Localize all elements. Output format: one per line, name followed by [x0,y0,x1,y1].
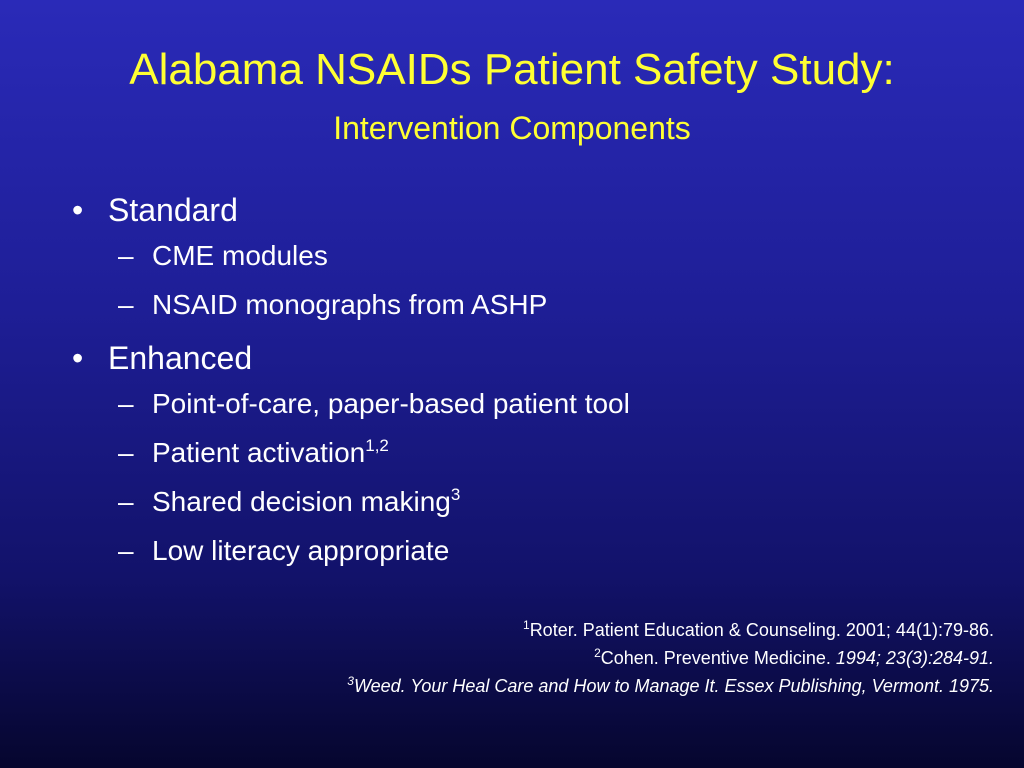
bullet-marker: • [72,192,84,228]
reference-line [347,644,994,672]
sub-bullet-text: Point-of-care, paper-based patient tool [152,388,630,419]
dash-marker: – [118,437,134,468]
reference-line [347,672,994,700]
reference-text: Roter. Patient Education & Counseling. 2001; 44(1):79-86. [529,620,994,640]
sub-list-enhanced [72,386,972,569]
bullet-label: Enhanced [108,340,253,376]
superscript: 1,2 [365,436,389,455]
bullet-standard [72,188,972,232]
dash-marker: – [118,240,134,271]
sub-bullet-text: Low literacy appropriate [152,535,450,566]
bullet-enhanced [72,336,972,380]
sub-bullet-text: NSAID monographs from ASHP [152,289,548,320]
sub-bullet [72,484,972,520]
reference-text: Cohen. Preventive Medicine. [600,648,836,668]
dash-marker: – [118,535,134,566]
reference-number: 2 [594,646,601,660]
reference-line [347,616,994,644]
sub-bullet-text: CME modules [152,240,328,271]
sub-bullet [72,386,972,422]
dash-marker: – [118,289,134,320]
bullet-label: Standard [108,192,238,228]
sub-bullet [72,238,972,274]
sub-list-standard [72,238,972,323]
references [347,616,994,700]
reference-italic-text: Weed. Your Heal Care and How to Manage It. Essex Publishing, Vermont. 1975. [353,676,994,696]
sub-bullet-text: Patient activation [152,437,366,468]
dash-marker: – [118,486,134,517]
sub-bullet-text: Shared decision making [152,486,451,517]
superscript: 3 [450,485,461,504]
reference-number: 3 [347,674,354,688]
slide-subtitle: Intervention Components [333,110,691,146]
slide-title: Alabama NSAIDs Patient Safety Study: [129,45,895,94]
sub-bullet [72,435,972,471]
dash-marker: – [118,388,134,419]
bullet-marker: • [72,340,84,376]
bullet-list [72,188,972,582]
reference-italic-text: 1994; 23(3):284-91. [835,648,994,668]
reference-number: 1 [523,618,530,632]
sub-bullet [72,533,972,569]
sub-bullet [72,287,972,323]
